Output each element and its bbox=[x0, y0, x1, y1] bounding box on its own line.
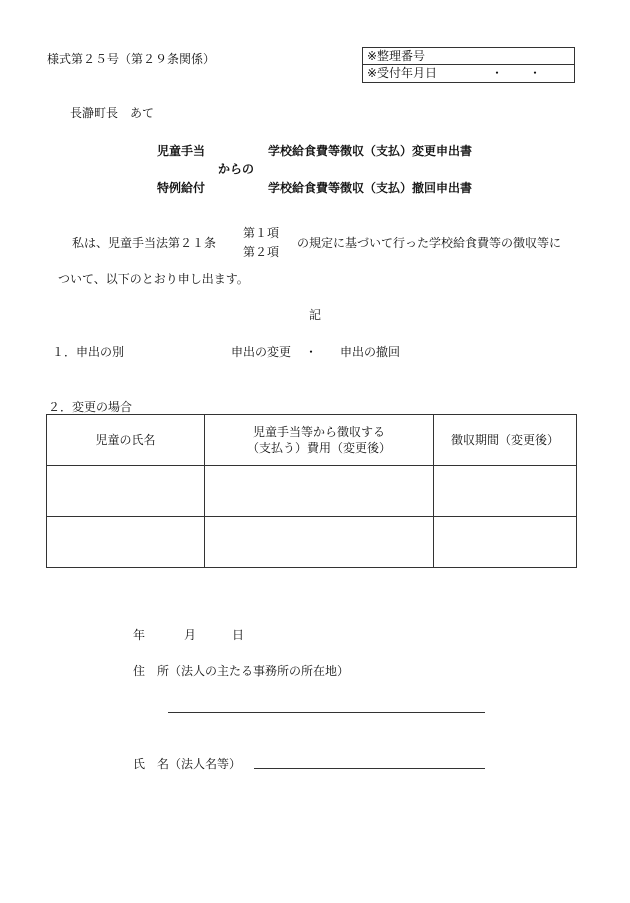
address-label: 住 所（法人の主たる事務所の所在地） bbox=[133, 664, 350, 678]
title-center: からの bbox=[218, 162, 255, 176]
option-separator: ・ bbox=[305, 345, 318, 359]
cell-period[interactable] bbox=[434, 517, 577, 568]
date-year: 年 bbox=[133, 628, 146, 642]
header-fee: 児童手当等から徴収する （支払う）費用（変更後） bbox=[205, 415, 434, 466]
item1-label: １．申出の別 bbox=[52, 345, 125, 359]
clause-2: 第２項 bbox=[243, 245, 280, 259]
received-date-label: ※受付年月日 bbox=[367, 66, 438, 80]
date-day: 日 bbox=[232, 628, 245, 642]
name-label: 氏 名（法人名等） bbox=[133, 757, 242, 771]
date-separator: ・ bbox=[529, 66, 542, 80]
option-withdraw: 申出の撤回 bbox=[340, 345, 401, 359]
date-month: 月 bbox=[184, 628, 197, 642]
header-period: 徴収期間（変更後） bbox=[434, 415, 577, 466]
clause-1: 第１項 bbox=[243, 226, 280, 240]
addressee: 長瀞町長 あて bbox=[70, 106, 155, 120]
table-row bbox=[47, 466, 577, 517]
title-right-2: 学校給食費等徴収（支払）撤回申出書 bbox=[268, 181, 473, 195]
change-table bbox=[46, 414, 577, 568]
serial-number-label: ※整理番号 bbox=[367, 49, 426, 63]
cell-period[interactable] bbox=[434, 466, 577, 517]
title-left-2: 特例給付 bbox=[157, 181, 206, 195]
date-separator: ・ bbox=[491, 66, 504, 80]
name-signature-line[interactable] bbox=[254, 768, 485, 769]
ki-mark: 記 bbox=[309, 308, 322, 322]
header-child-name: 児童の氏名 bbox=[47, 415, 205, 466]
body-suffix: の規定に基づいて行った学校給食費等の徴収等に bbox=[297, 236, 562, 250]
cell-fee[interactable] bbox=[205, 466, 434, 517]
cell-child-name[interactable] bbox=[47, 517, 205, 568]
address-signature-line[interactable] bbox=[168, 712, 485, 713]
item2-label: ２．変更の場合 bbox=[48, 400, 133, 414]
cell-child-name[interactable] bbox=[47, 466, 205, 517]
body-line-2: ついて、以下のとおり申し出ます。 bbox=[58, 272, 249, 286]
table-row bbox=[47, 517, 577, 568]
cell-fee[interactable] bbox=[205, 517, 434, 568]
received-date-row bbox=[363, 65, 574, 82]
option-change: 申出の変更 bbox=[231, 345, 292, 359]
serial-number-row bbox=[363, 48, 574, 65]
management-box bbox=[362, 47, 575, 83]
form-number: 様式第２５号（第２９条関係） bbox=[47, 52, 216, 66]
title-left-1: 児童手当 bbox=[157, 144, 206, 158]
table-header-row bbox=[47, 415, 577, 466]
title-right-1: 学校給食費等徴収（支払）変更申出書 bbox=[268, 144, 473, 158]
body-prefix: 私は、児童手当法第２１条 bbox=[72, 236, 217, 250]
